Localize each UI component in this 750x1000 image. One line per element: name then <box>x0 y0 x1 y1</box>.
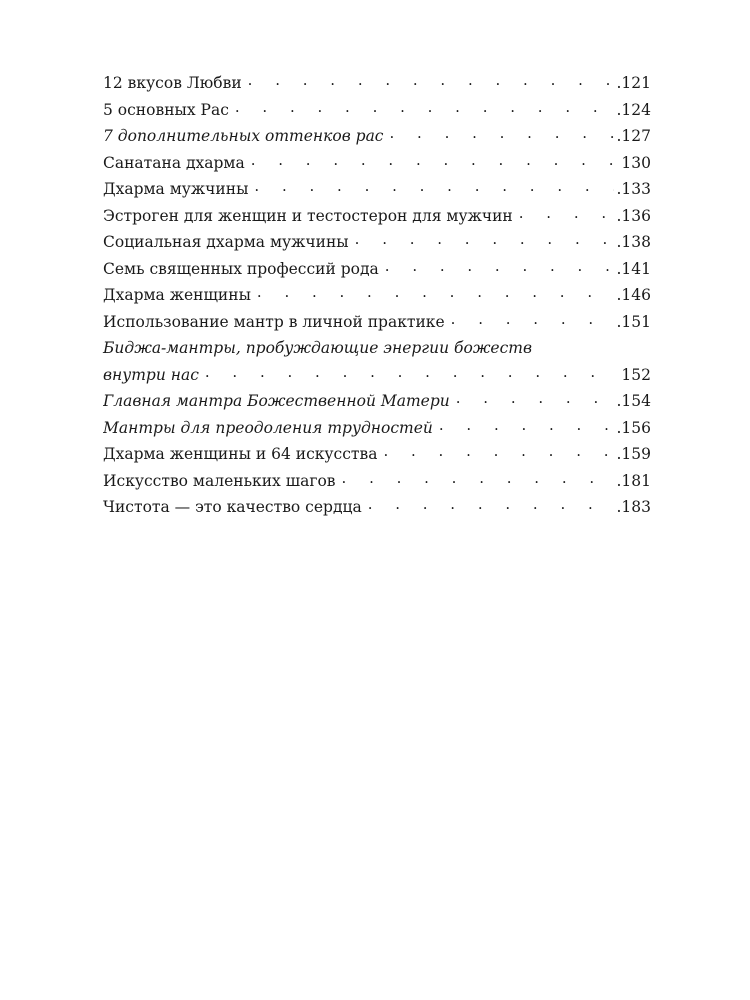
toc-entry-page: .121 <box>616 74 651 92</box>
toc-entry-page: .146 <box>616 286 651 304</box>
toc-entry-title: Дхарма мужчины <box>103 180 249 198</box>
toc-entry <box>103 70 651 97</box>
toc-entry-page: .138 <box>616 233 651 251</box>
toc-subentry <box>103 362 651 389</box>
table-of-contents <box>103 70 651 521</box>
dot-leader <box>390 126 615 142</box>
dot-leader <box>383 444 614 460</box>
dot-leader <box>248 73 615 89</box>
toc-entry-title: Дхарма женщины и 64 искусства <box>103 445 378 463</box>
toc-subentry-title: Главная мантра Божественной Матери <box>103 392 450 410</box>
dot-leader <box>205 364 615 380</box>
toc-subentry <box>103 123 651 150</box>
dot-leader <box>251 152 615 168</box>
toc-entry-title: Санатана дхарма <box>103 153 245 172</box>
dot-leader <box>439 417 615 433</box>
toc-entry <box>103 229 651 256</box>
toc-entry-page: .127 <box>616 127 651 145</box>
toc-entry-page: .133 <box>616 180 651 198</box>
toc-entry-title: Социальная дхарма мужчины <box>103 233 349 251</box>
toc-entry <box>103 203 651 230</box>
toc-entry <box>103 468 651 495</box>
toc-entry <box>103 176 651 203</box>
toc-entry-title: Эстроген для женщин и тестостерон для мужчин <box>103 206 513 225</box>
toc-subentry <box>103 415 651 442</box>
toc-entry <box>103 282 651 309</box>
toc-entry-page: .151 <box>616 312 651 331</box>
toc-subentry-title-line1: Биджа-мантры, пробуждающие энергии божеств <box>103 339 533 357</box>
toc-entry-page: .159 <box>616 445 651 463</box>
dot-leader <box>385 258 615 274</box>
dot-leader <box>451 311 615 327</box>
dot-leader <box>257 285 615 301</box>
toc-entry-page: .181 <box>616 471 651 490</box>
toc-entry-title: 5 основных Рас <box>103 100 229 119</box>
toc-entry-page: .141 <box>616 259 651 278</box>
toc-entry <box>103 309 651 336</box>
toc-entry-page: 130 <box>621 153 651 172</box>
toc-entry-page: .154 <box>616 392 651 410</box>
dot-leader <box>342 470 615 486</box>
toc-entry-title: Дхарма женщины <box>103 286 251 304</box>
toc-entry-title: 12 вкусов Любви <box>103 74 242 92</box>
toc-entry <box>103 256 651 283</box>
toc-entry <box>103 150 651 177</box>
toc-entry-page: .124 <box>616 100 651 119</box>
toc-entry-page: .183 <box>616 498 651 516</box>
toc-entry-page: .136 <box>616 206 651 225</box>
toc-subentry-title: Мантры для преодоления трудностей <box>103 418 433 437</box>
dot-leader <box>368 497 615 513</box>
toc-subentry-line1 <box>103 335 651 362</box>
toc-entry <box>103 97 651 124</box>
toc-entry <box>103 441 651 468</box>
toc-subentry-title: 7 дополнительных оттенков рас <box>103 127 384 145</box>
toc-subentry-title-line2: внутри нас <box>103 365 199 384</box>
toc-entry-title: Чистота — это качество сердца <box>103 498 362 516</box>
dot-leader <box>235 99 615 115</box>
toc-entry-page: .156 <box>616 418 651 437</box>
toc-entry-title: Семь священных профессий рода <box>103 259 379 278</box>
toc-entry-title: Искусство маленьких шагов <box>103 471 336 490</box>
dot-leader <box>456 391 615 407</box>
toc-subentry <box>103 388 651 415</box>
dot-leader <box>355 232 615 248</box>
dot-leader <box>254 179 614 195</box>
toc-entry-page: 152 <box>621 365 651 384</box>
toc-entry <box>103 494 651 521</box>
toc-entry-title: Использование мантр в личной практике <box>103 312 445 331</box>
dot-leader <box>519 205 615 221</box>
